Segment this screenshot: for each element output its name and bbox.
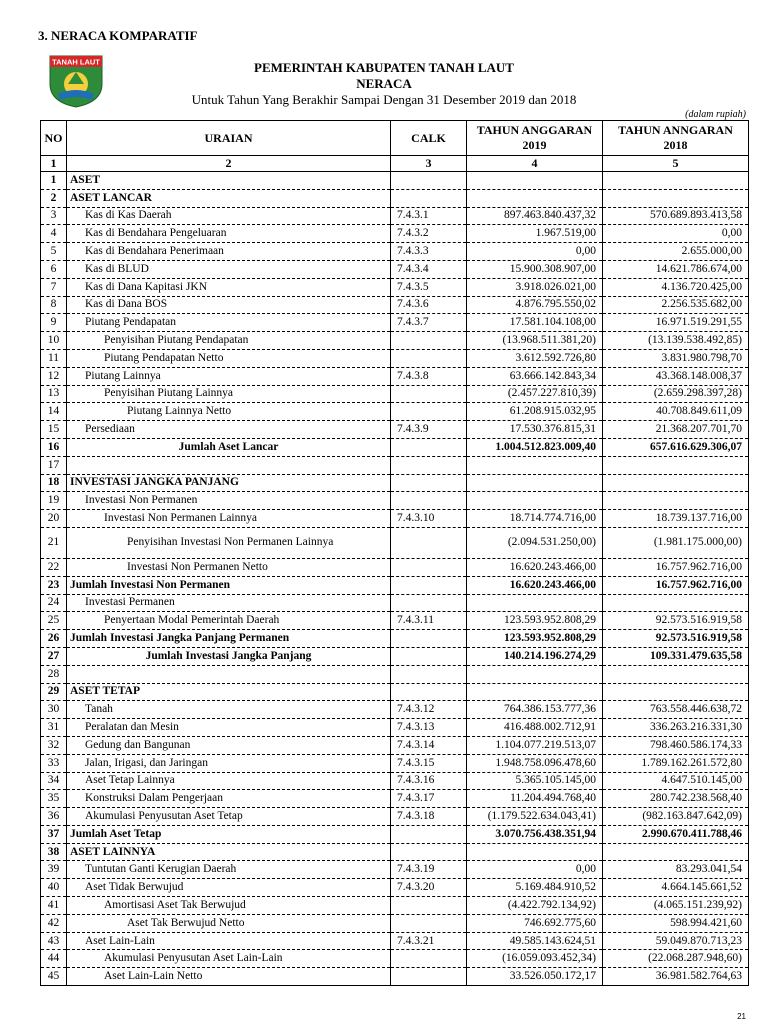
row-value-2018: 3.831.980.798,70: [603, 349, 749, 367]
row-value-2018: (4.065.151.239,92): [603, 897, 749, 915]
row-label: Jumlah Investasi Jangka Panjang: [67, 647, 391, 665]
row-number: 24: [41, 594, 67, 612]
col-number-3: 3: [391, 156, 467, 172]
row-calk: 7.4.3.6: [391, 296, 467, 314]
row-label: Piutang Lainnya: [67, 367, 391, 385]
row-calk: 7.4.3.17: [391, 790, 467, 808]
row-label: Jalan, Irigasi, dan Jaringan: [67, 754, 391, 772]
row-label: Kas di Bendahara Penerimaan: [67, 243, 391, 261]
row-number: 32: [41, 736, 67, 754]
table-row: [41, 492, 749, 510]
section-title: 3. NERACA KOMPARATIF: [38, 28, 198, 43]
row-label: Penyisihan Investasi Non Permanen Lainnya: [67, 527, 391, 558]
row-value-2019: 5.365.105.145,00: [467, 772, 603, 790]
row-value-2019: 5.169.484.910,52: [467, 879, 603, 897]
table-row: [41, 474, 749, 492]
row-number: 19: [41, 492, 67, 510]
table-row: [41, 527, 749, 558]
row-value-2019: 49.585.143.624,51: [467, 932, 603, 950]
header-government: PEMERINTAH KABUPATEN TANAH LAUT: [254, 60, 514, 75]
col-header-2018: TAHUN ANNGARAN 2018: [603, 121, 749, 156]
row-value-2019: 15.900.308.907,00: [467, 260, 603, 278]
table-row: [41, 385, 749, 403]
row-number: 7: [41, 278, 67, 296]
row-value-2018: [603, 594, 749, 612]
table-row: [41, 207, 749, 225]
row-calk: [391, 968, 467, 986]
row-label: ASET LAINNYA: [67, 843, 391, 861]
table-row: [41, 260, 749, 278]
row-value-2019: 1.948.758.096.478,60: [467, 754, 603, 772]
row-label: Jumlah Investasi Non Permanen: [67, 576, 391, 594]
row-value-2018: (1.981.175.000,00): [603, 527, 749, 558]
row-value-2019: [467, 172, 603, 190]
row-number: 17: [41, 456, 67, 474]
row-number: 5: [41, 243, 67, 261]
row-label: Kas di BLUD: [67, 260, 391, 278]
row-calk: 7.4.3.1: [391, 207, 467, 225]
row-label: Kas di Dana BOS: [67, 296, 391, 314]
row-value-2019: 1.004.512.823.009,40: [467, 438, 603, 456]
page-number: 21: [737, 1012, 746, 1021]
row-value-2018: (2.659.298.397,28): [603, 385, 749, 403]
row-value-2019: 123.593.952.808,29: [467, 630, 603, 648]
row-value-2018: 16.757.962.716,00: [603, 576, 749, 594]
row-label: Investasi Non Permanen Netto: [67, 558, 391, 576]
row-value-2018: [603, 843, 749, 861]
row-value-2018: 763.558.446.638,72: [603, 701, 749, 719]
header-report-name: NERACA: [356, 76, 412, 91]
unit-note: (dalam rupiah): [685, 109, 746, 120]
row-calk: [391, 914, 467, 932]
table-row: [41, 861, 749, 879]
row-number: 13: [41, 385, 67, 403]
row-number: 28: [41, 665, 67, 683]
row-calk: [391, 647, 467, 665]
row-number: 1: [41, 172, 67, 190]
row-number: 37: [41, 825, 67, 843]
table-row: [41, 790, 749, 808]
row-label: [67, 665, 391, 683]
row-value-2018: 2.990.670.411.788,46: [603, 825, 749, 843]
row-calk: [391, 332, 467, 350]
row-value-2019: [467, 665, 603, 683]
row-calk: 7.4.3.3: [391, 243, 467, 261]
row-value-2019: 4.876.795.550,02: [467, 296, 603, 314]
row-label: Penyertaan Modal Pemerintah Daerah: [67, 612, 391, 630]
row-value-2019: [467, 683, 603, 701]
row-number: 26: [41, 630, 67, 648]
row-label: Konstruksi Dalam Pengerjaan: [67, 790, 391, 808]
table-row: [41, 772, 749, 790]
row-value-2019: 16.620.243.466,00: [467, 558, 603, 576]
row-calk: [391, 456, 467, 474]
row-calk: [391, 825, 467, 843]
row-value-2018: 798.460.586.174,33: [603, 736, 749, 754]
row-label: Aset Tidak Berwujud: [67, 879, 391, 897]
row-number: 16: [41, 438, 67, 456]
logo-text: TANAH LAUT: [52, 57, 100, 67]
row-value-2019: (13.968.511.381,20): [467, 332, 603, 350]
row-calk: [391, 594, 467, 612]
row-value-2018: 4.664.145.661,52: [603, 879, 749, 897]
row-number: 11: [41, 349, 67, 367]
row-number: 20: [41, 510, 67, 528]
row-label: Aset Tak Berwujud Netto: [67, 914, 391, 932]
table-row: [41, 736, 749, 754]
row-calk: [391, 558, 467, 576]
table-row: [41, 296, 749, 314]
row-value-2019: 746.692.775,60: [467, 914, 603, 932]
row-value-2018: 18.739.137.716,00: [603, 510, 749, 528]
row-value-2018: 2.256.535.682,00: [603, 296, 749, 314]
row-value-2018: 36.981.582.764,63: [603, 968, 749, 986]
row-number: 41: [41, 897, 67, 915]
header-period: Untuk Tahun Yang Berakhir Sampai Dengan 31 Desember 2019 dan 2018: [191, 92, 577, 107]
row-label: Investasi Non Permanen: [67, 492, 391, 510]
row-value-2019: [467, 189, 603, 207]
row-calk: [391, 950, 467, 968]
row-calk: 7.4.3.4: [391, 260, 467, 278]
row-label: Gedung dan Bangunan: [67, 736, 391, 754]
row-value-2018: [603, 456, 749, 474]
col-number-4: 4: [467, 156, 603, 172]
table-row: [41, 510, 749, 528]
row-calk: 7.4.3.14: [391, 736, 467, 754]
table-row: [41, 719, 749, 737]
row-calk: 7.4.3.15: [391, 754, 467, 772]
table-body: [41, 172, 749, 986]
row-value-2019: [467, 594, 603, 612]
row-value-2018: 16.757.962.716,00: [603, 558, 749, 576]
row-calk: 7.4.3.12: [391, 701, 467, 719]
table-row: [41, 367, 749, 385]
row-value-2018: (13.139.538.492,85): [603, 332, 749, 350]
row-value-2018: 92.573.516.919,58: [603, 612, 749, 630]
row-value-2018: (22.068.287.948,60): [603, 950, 749, 968]
row-number: 36: [41, 808, 67, 826]
row-calk: [391, 665, 467, 683]
row-value-2019: [467, 492, 603, 510]
row-value-2019: 63.666.142.843,34: [467, 367, 603, 385]
row-number: 34: [41, 772, 67, 790]
row-value-2019: (4.422.792.134,92): [467, 897, 603, 915]
row-number: 12: [41, 367, 67, 385]
table-row: [41, 647, 749, 665]
row-label: Jumlah Investasi Jangka Panjang Permanen: [67, 630, 391, 648]
row-calk: 7.4.3.2: [391, 225, 467, 243]
row-label: Investasi Non Permanen Lainnya: [67, 510, 391, 528]
row-value-2018: 4.136.720.425,00: [603, 278, 749, 296]
row-value-2019: 17.581.104.108,00: [467, 314, 603, 332]
row-calk: [391, 843, 467, 861]
row-value-2019: 123.593.952.808,29: [467, 612, 603, 630]
row-value-2018: 570.689.893.413,58: [603, 207, 749, 225]
row-value-2018: 59.049.870.713,23: [603, 932, 749, 950]
row-number: 35: [41, 790, 67, 808]
row-number: 9: [41, 314, 67, 332]
row-value-2019: 416.488.002.712,91: [467, 719, 603, 737]
table-row: [41, 243, 749, 261]
row-value-2018: 16.971.519.291,55: [603, 314, 749, 332]
table-row: [41, 314, 749, 332]
row-value-2018: [603, 492, 749, 510]
table-row: [41, 612, 749, 630]
row-label: [67, 456, 391, 474]
row-number: 18: [41, 474, 67, 492]
row-value-2019: 18.714.774.716,00: [467, 510, 603, 528]
row-value-2018: [603, 683, 749, 701]
row-value-2019: 1.104.077.219.513,07: [467, 736, 603, 754]
row-calk: [391, 403, 467, 421]
row-value-2019: [467, 456, 603, 474]
col-number-1: 1: [41, 156, 67, 172]
row-label: Aset Lain-Lain Netto: [67, 968, 391, 986]
row-number: 43: [41, 932, 67, 950]
row-number: 31: [41, 719, 67, 737]
table-row: [41, 172, 749, 190]
row-value-2018: 2.655.000,00: [603, 243, 749, 261]
col-header-no: NO: [41, 121, 67, 156]
table-row: [41, 576, 749, 594]
row-value-2018: 109.331.479.635,58: [603, 647, 749, 665]
row-value-2019: 897.463.840.437,32: [467, 207, 603, 225]
row-label: ASET TETAP: [67, 683, 391, 701]
row-label: Piutang Pendapatan: [67, 314, 391, 332]
row-value-2018: 0,00: [603, 225, 749, 243]
row-value-2018: [603, 665, 749, 683]
row-calk: [391, 576, 467, 594]
row-value-2018: 4.647.510.145,00: [603, 772, 749, 790]
row-calk: 7.4.3.19: [391, 861, 467, 879]
row-calk: 7.4.3.11: [391, 612, 467, 630]
row-value-2018: 598.994.421,60: [603, 914, 749, 932]
row-value-2018: [603, 172, 749, 190]
row-value-2019: 33.526.050.172,17: [467, 968, 603, 986]
table-row: [41, 968, 749, 986]
row-value-2019: (16.059.093.452,34): [467, 950, 603, 968]
table-row: [41, 914, 749, 932]
row-calk: [391, 172, 467, 190]
row-label: Tuntutan Ganti Kerugian Daerah: [67, 861, 391, 879]
col-number-2: 2: [67, 156, 391, 172]
table-row: [41, 825, 749, 843]
row-calk: [391, 385, 467, 403]
row-label: Amortisasi Aset Tak Berwujud: [67, 897, 391, 915]
row-value-2019: 3.070.756.438.351,94: [467, 825, 603, 843]
table-row: [41, 665, 749, 683]
row-label: Investasi Permanen: [67, 594, 391, 612]
row-value-2018: 40.708.849.611,09: [603, 403, 749, 421]
row-calk: [391, 189, 467, 207]
row-number: 38: [41, 843, 67, 861]
table-row: [41, 843, 749, 861]
row-label: ASET: [67, 172, 391, 190]
row-value-2019: 3.918.026.021,00: [467, 278, 603, 296]
row-calk: [391, 438, 467, 456]
row-value-2019: 17.530.376.815,31: [467, 421, 603, 439]
row-number: 27: [41, 647, 67, 665]
row-label: Peralatan dan Mesin: [67, 719, 391, 737]
col-header-calk: CALK: [391, 121, 467, 156]
row-value-2019: 16.620.243.466,00: [467, 576, 603, 594]
row-number: 4: [41, 225, 67, 243]
row-label: Penyisihan Piutang Pendapatan: [67, 332, 391, 350]
row-calk: 7.4.3.13: [391, 719, 467, 737]
row-calk: 7.4.3.18: [391, 808, 467, 826]
row-label: Jumlah Aset Tetap: [67, 825, 391, 843]
table-row: [41, 189, 749, 207]
row-label: INVESTASI JANGKA PANJANG: [67, 474, 391, 492]
table-row: [41, 950, 749, 968]
row-number: 6: [41, 260, 67, 278]
table-row: [41, 879, 749, 897]
col-header-2019: TAHUN ANGGARAN 2019: [467, 121, 603, 156]
row-label: Kas di Kas Daerah: [67, 207, 391, 225]
row-value-2019: (1.179.522.634.043,41): [467, 808, 603, 826]
table-row: [41, 421, 749, 439]
table-row: [41, 225, 749, 243]
row-value-2018: [603, 189, 749, 207]
table-row: [41, 630, 749, 648]
row-value-2018: 83.293.041,54: [603, 861, 749, 879]
row-calk: [391, 630, 467, 648]
row-value-2018: (982.163.847.642,09): [603, 808, 749, 826]
row-calk: [391, 492, 467, 510]
row-value-2019: 3.612.592.726,80: [467, 349, 603, 367]
row-number: 39: [41, 861, 67, 879]
row-label: Kas di Bendahara Pengeluaran: [67, 225, 391, 243]
row-calk: [391, 474, 467, 492]
row-number: 42: [41, 914, 67, 932]
row-number: 8: [41, 296, 67, 314]
row-value-2019: 61.208.915.032,95: [467, 403, 603, 421]
row-value-2018: 336.263.216.331,30: [603, 719, 749, 737]
row-calk: 7.4.3.9: [391, 421, 467, 439]
balance-sheet-table: [40, 120, 749, 986]
table-row: [41, 403, 749, 421]
table-row: [41, 701, 749, 719]
row-calk: [391, 349, 467, 367]
row-value-2019: [467, 474, 603, 492]
row-number: 44: [41, 950, 67, 968]
table-row: [41, 332, 749, 350]
row-label: Penyisihan Piutang Lainnya: [67, 385, 391, 403]
table-row: [41, 808, 749, 826]
row-number: 22: [41, 558, 67, 576]
row-value-2018: 43.368.148.008,37: [603, 367, 749, 385]
table-row: [41, 932, 749, 950]
row-label: Aset Lain-Lain: [67, 932, 391, 950]
row-label: Piutang Pendapatan Netto: [67, 349, 391, 367]
row-calk: 7.4.3.8: [391, 367, 467, 385]
table-row: [41, 349, 749, 367]
row-number: 33: [41, 754, 67, 772]
row-number: 45: [41, 968, 67, 986]
row-value-2018: 657.616.629.306,07: [603, 438, 749, 456]
row-label: Jumlah Aset Lancar: [67, 438, 391, 456]
row-value-2018: 1.789.162.261.572,80: [603, 754, 749, 772]
row-number: 30: [41, 701, 67, 719]
row-number: 2: [41, 189, 67, 207]
row-value-2019: (2.457.227.810,39): [467, 385, 603, 403]
row-number: 40: [41, 879, 67, 897]
row-value-2018: 21.368.207.701,70: [603, 421, 749, 439]
row-value-2019: 764.386.153.777,36: [467, 701, 603, 719]
row-calk: 7.4.3.16: [391, 772, 467, 790]
row-value-2018: 14.621.786.674,00: [603, 260, 749, 278]
row-label: Tanah: [67, 701, 391, 719]
row-number: 29: [41, 683, 67, 701]
row-calk: 7.4.3.20: [391, 879, 467, 897]
row-number: 23: [41, 576, 67, 594]
table-row: [41, 278, 749, 296]
row-number: 15: [41, 421, 67, 439]
row-calk: 7.4.3.7: [391, 314, 467, 332]
row-value-2019: (2.094.531.250,00): [467, 527, 603, 558]
row-calk: 7.4.3.21: [391, 932, 467, 950]
table-row: [41, 683, 749, 701]
row-calk: [391, 527, 467, 558]
table-row: [41, 456, 749, 474]
row-number: 3: [41, 207, 67, 225]
col-header-uraian: URAIAN: [67, 121, 391, 156]
row-value-2019: 1.967.519,00: [467, 225, 603, 243]
table-row: [41, 754, 749, 772]
row-label: Piutang Lainnya Netto: [67, 403, 391, 421]
row-value-2019: 11.204.494.768,40: [467, 790, 603, 808]
row-value-2018: 280.742.238.568,40: [603, 790, 749, 808]
row-value-2019: 140.214.196.274,29: [467, 647, 603, 665]
row-number: 21: [41, 527, 67, 558]
row-label: Aset Tetap Lainnya: [67, 772, 391, 790]
row-label: Akumulasi Penyusutan Aset Lain-Lain: [67, 950, 391, 968]
row-calk: [391, 897, 467, 915]
row-number: 10: [41, 332, 67, 350]
row-label: Akumulasi Penyusutan Aset Tetap: [67, 808, 391, 826]
row-calk: 7.4.3.10: [391, 510, 467, 528]
row-value-2018: [603, 474, 749, 492]
row-label: Persediaan: [67, 421, 391, 439]
col-number-5: 5: [603, 156, 749, 172]
row-label: ASET LANCAR: [67, 189, 391, 207]
row-calk: [391, 683, 467, 701]
row-value-2019: 0,00: [467, 861, 603, 879]
row-calk: 7.4.3.5: [391, 278, 467, 296]
row-value-2019: 0,00: [467, 243, 603, 261]
row-label: Kas di Dana Kapitasi JKN: [67, 278, 391, 296]
table-row: [41, 897, 749, 915]
table-row: [41, 438, 749, 456]
row-value-2018: 92.573.516.919,58: [603, 630, 749, 648]
row-number: 14: [41, 403, 67, 421]
row-number: 25: [41, 612, 67, 630]
row-value-2019: [467, 843, 603, 861]
table-row: [41, 594, 749, 612]
table-row: [41, 558, 749, 576]
